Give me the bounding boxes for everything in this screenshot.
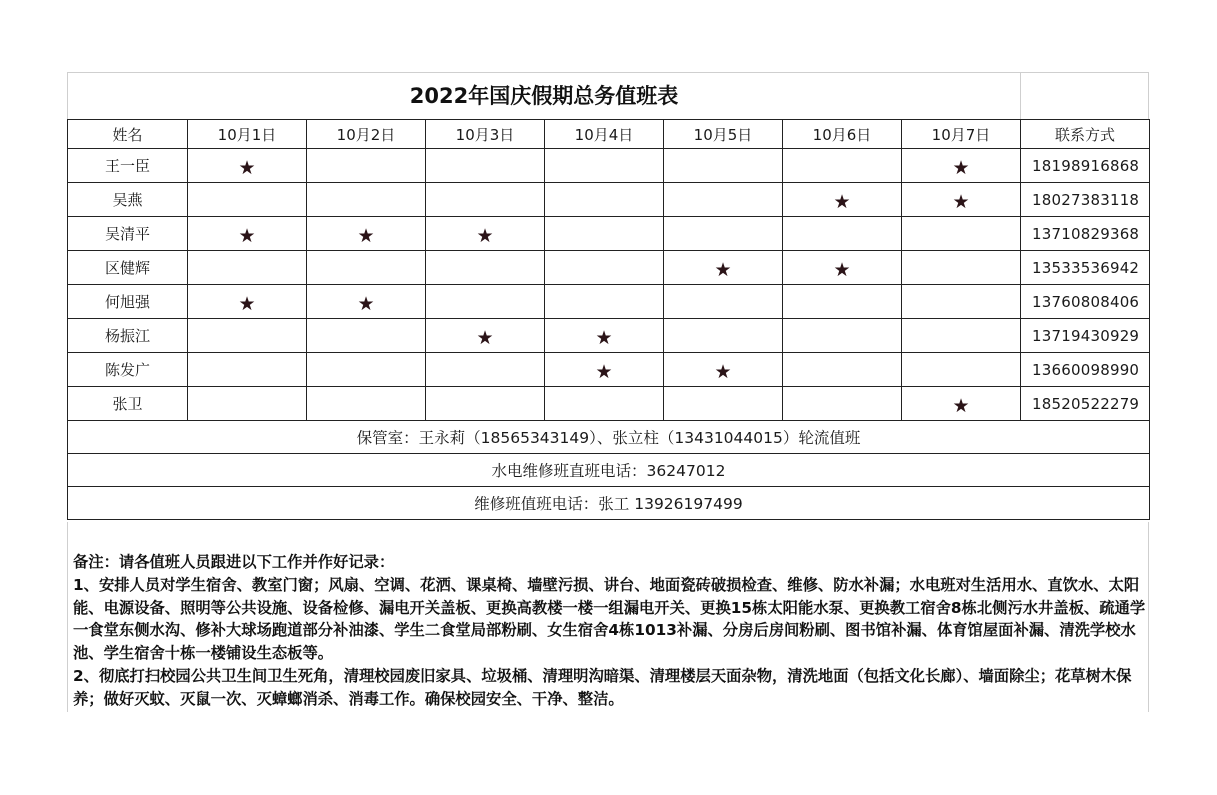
table-row [68,387,1150,421]
duty-cell [307,217,426,251]
staff-phone: 13660098990 [1021,353,1150,387]
staff-phone: 13719430929 [1021,319,1150,353]
title-divider [1020,73,1021,119]
duty-cell [426,387,545,421]
duty-sheet [67,72,1149,520]
duty-cell [188,353,307,387]
duty-cell [307,183,426,217]
duty-cell [902,319,1021,353]
duty-cell [545,353,664,387]
staff-name: 何旭强 [68,285,188,319]
duty-cell [783,251,902,285]
header-date: 10月6日 [783,120,902,149]
duty-cell [664,285,783,319]
table-row [68,319,1150,353]
duty-cell [902,149,1021,183]
duty-cell [545,149,664,183]
duty-cell [426,217,545,251]
duty-cell [188,387,307,421]
table-row [68,353,1150,387]
header-date: 10月5日 [664,120,783,149]
duty-cell [902,217,1021,251]
duty-cell [188,319,307,353]
star-icon: ★ [714,259,732,281]
header-date: 10月7日 [902,120,1021,149]
star-icon: ★ [952,157,970,179]
duty-cell [664,251,783,285]
duty-cell [307,387,426,421]
duty-cell [188,251,307,285]
duty-cell [545,319,664,353]
footer-row [68,487,1150,520]
staff-phone: 13533536942 [1021,251,1150,285]
duty-cell [545,217,664,251]
duty-cell [545,285,664,319]
star-icon: ★ [595,327,613,349]
star-icon: ★ [952,191,970,213]
duty-cell [783,217,902,251]
header-date: 10月4日 [545,120,664,149]
duty-cell [188,149,307,183]
duty-cell [783,353,902,387]
staff-phone: 18198916868 [1021,149,1150,183]
staff-name: 区健辉 [68,251,188,285]
duty-cell [545,251,664,285]
utility-repair-phone: 水电维修班直班电话：36247012 [68,454,1150,487]
table-row [68,251,1150,285]
duty-cell [783,149,902,183]
star-icon: ★ [238,293,256,315]
star-icon: ★ [952,395,970,417]
staff-phone: 18520522279 [1021,387,1150,421]
star-icon: ★ [238,157,256,179]
header-contact: 联系方式 [1021,120,1150,149]
duty-rows [68,149,1150,421]
staff-name: 吴燕 [68,183,188,217]
duty-cell [783,285,902,319]
header-date: 10月3日 [426,120,545,149]
title-row [67,72,1149,119]
duty-cell [545,387,664,421]
star-icon: ★ [595,361,613,383]
notes-item-2: 2、彻底打扫校园公共卫生间卫生死角，清理校园废旧家具、垃圾桶、清理明沟暗渠、清理楼层天面杂物，清洗地面（包括文化长廊）、墙面除尘；花草树木保养；做好灭蚊、灭鼠一次、灭蟑螂消杀、消毒工作。确保校园安全、干净、整洁。 [73,666,1132,708]
duty-cell [783,183,902,217]
duty-cell [426,251,545,285]
staff-name: 王一臣 [68,149,188,183]
page-title: 2022年国庆假期总务值班表 [409,84,679,108]
duty-cell [664,149,783,183]
duty-cell [664,319,783,353]
storage-room-note: 保管室：王永莉（18565343149）、张立柱（13431044015）轮流值班 [68,421,1150,454]
duty-cell [545,183,664,217]
table-row [68,183,1150,217]
duty-cell [426,319,545,353]
footer-row [68,454,1150,487]
table-row [68,285,1150,319]
duty-cell [188,285,307,319]
duty-cell [783,387,902,421]
duty-cell [902,353,1021,387]
duty-cell [902,251,1021,285]
header-date: 10月2日 [307,120,426,149]
repair-team-phone: 维修班值班电话：张工 13926197499 [68,487,1150,520]
staff-phone: 13760808406 [1021,285,1150,319]
duty-cell [783,319,902,353]
duty-cell [307,319,426,353]
star-icon: ★ [476,327,494,349]
duty-cell [664,387,783,421]
notes-heading: 备注：请各值班人员跟进以下工作并作好记录： [73,553,395,571]
star-icon: ★ [357,293,375,315]
star-icon: ★ [476,225,494,247]
table-row [68,149,1150,183]
duty-cell [307,353,426,387]
duty-cell [426,183,545,217]
duty-cell [307,149,426,183]
duty-cell [426,353,545,387]
table-row [68,217,1150,251]
duty-cell [902,387,1021,421]
star-icon: ★ [357,225,375,247]
star-icon: ★ [238,225,256,247]
staff-name: 张卫 [68,387,188,421]
staff-phone: 18027383118 [1021,183,1150,217]
footer-row [68,421,1150,454]
duty-cell [902,183,1021,217]
notes-body [73,551,1147,711]
duty-cell [426,285,545,319]
staff-name: 吴清平 [68,217,188,251]
duty-cell [902,285,1021,319]
header-name: 姓名 [68,120,188,149]
notes-item-1: 1、安排人员对学生宿舍、教室门窗；风扇、空调、花洒、课桌椅、墙壁污损、讲台、地面瓷砖破损检查、维修、防水补漏；水电班对生活用水、直饮水、太阳能、电源设备、照明等公共设施、设备检修、漏电开关盖板、更换高教楼一楼一组漏电开关、更换15栋太阳能水泵、更换教工宿舍8栋北侧污水井盖板、疏通学一食堂东侧水沟、修补大球场跑道部分补油漆、学生二食堂局部粉刷、女生宿舍4栋1013补漏、分房后房间粉刷、图书馆补漏、体育馆屋面补漏、清洗学校水池、学生宿舍十栋一楼铺设生态板等。 [73,575,1146,663]
notes-section [67,522,1149,712]
duty-cell [664,183,783,217]
duty-cell [664,353,783,387]
duty-table [67,119,1150,520]
star-icon: ★ [833,191,851,213]
header-row [68,120,1150,149]
star-icon: ★ [833,259,851,281]
duty-cell [664,217,783,251]
staff-name: 陈发广 [68,353,188,387]
staff-name: 杨振江 [68,319,188,353]
header-date: 10月1日 [188,120,307,149]
duty-cell [426,149,545,183]
duty-cell [188,217,307,251]
duty-cell [307,285,426,319]
staff-phone: 13710829368 [1021,217,1150,251]
duty-cell [188,183,307,217]
duty-cell [307,251,426,285]
star-icon: ★ [714,361,732,383]
